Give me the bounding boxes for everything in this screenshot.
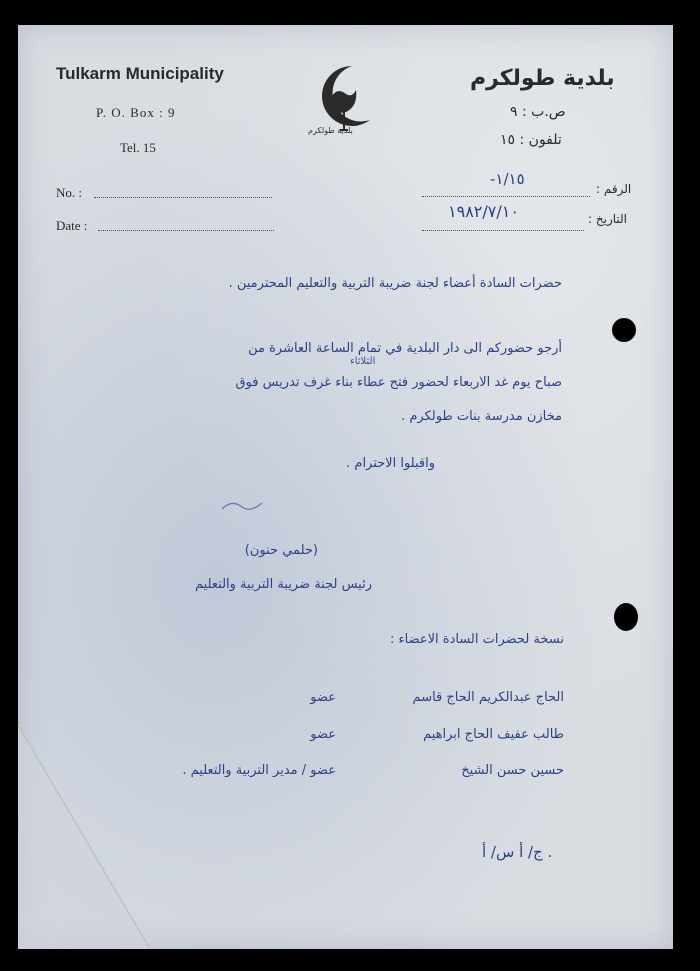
letter-date-line-en	[98, 230, 274, 231]
letterhead-pobox-en: P. O. Box : 9	[96, 105, 176, 120]
letter-number-line-ar	[422, 196, 590, 197]
letter-number-value: ١/١٥-	[490, 170, 525, 188]
logo-caption: بلدية طولكرم	[308, 126, 353, 135]
letter-number-line-en	[94, 197, 272, 198]
copy-member-1-name: الحاج عبدالكريم الحاج قاسم	[412, 690, 564, 705]
letter-closing: واقبلوا الاحترام .	[346, 456, 435, 471]
letter-date-line-ar	[422, 230, 584, 231]
interlinear-handwritten-note: الثلاثاء	[350, 356, 376, 367]
letter-salutation: حضرات السادة أعضاء لجنة ضريبة التربية والتعليم المحترمين .	[228, 276, 562, 291]
punch-hole-lower	[614, 603, 638, 631]
copy-member-2-role: عضو	[310, 727, 336, 742]
signer-title: رئيس لجنة ضريبة التربية والتعليم	[195, 577, 372, 592]
signer-name: (حلمي حنون)	[244, 543, 318, 558]
letter-body-line-3: مخازن مدرسة بنات طولكرم .	[401, 409, 562, 424]
municipality-logo	[300, 60, 390, 146]
letter-paper	[18, 25, 673, 949]
letterhead-title-ar: بلدية طولكرم	[470, 66, 615, 91]
letterhead-pobox-ar: ص.ب : ٩	[510, 104, 566, 120]
copy-heading: نسخة لحضرات السادة الاعضاء :	[390, 632, 564, 647]
letter-date-value: ١٩٨٢/٧/١٠	[448, 202, 519, 221]
letter-body-line-2: صباح يوم غد الاربعاء لحضور فتح عطاء بناء غرف تدريس فوق	[235, 375, 562, 390]
copy-member-1-role: عضو	[310, 690, 336, 705]
letter-date-label-en: Date :	[56, 218, 88, 233]
letter-body-line-1: أرجو حضوركم الى دار البلدية في تمام الساعة العاشرة من	[248, 341, 562, 356]
copy-member-2-name: طالب عفيف الحاج ابراهيم	[423, 727, 564, 742]
letterhead-title-en: Tulkarm Municipality	[56, 64, 224, 83]
signature-mark	[218, 495, 268, 517]
copy-member-3-role: عضو / مدير التربية والتعليم .	[182, 763, 336, 778]
letter-date-label-ar: التاريخ :	[588, 212, 628, 226]
letterhead-tel-ar: تلفون : ١٥	[500, 132, 562, 148]
copy-member-3-name: حسين حسن الشيخ	[461, 763, 564, 778]
punch-hole-upper	[612, 318, 636, 342]
letter-number-label-ar: الرقم :	[596, 182, 632, 196]
letterhead-tel-en: Tel. 15	[120, 140, 156, 155]
reference-initials: ج/ أ س/ أ .	[482, 843, 553, 861]
letter-number-label-en: No. :	[56, 185, 82, 200]
